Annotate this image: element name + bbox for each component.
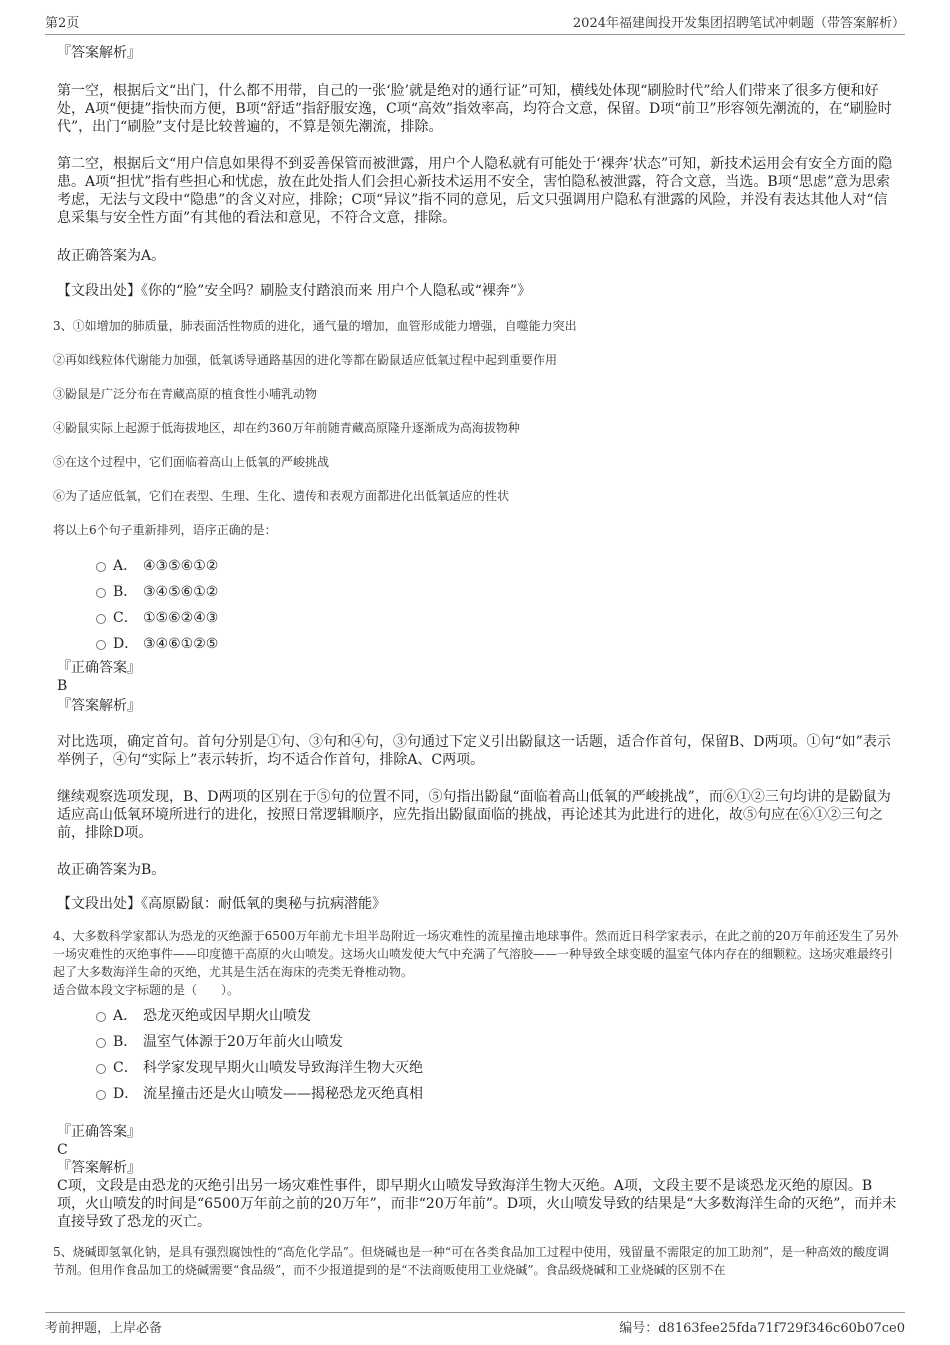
q4-analysis: C项，文段是由恐龙的灭绝引出另一场灾难性事件，即早期火山喷发导致海洋生物大灭绝。A项，文段主要不是谈恐龙灭绝的原因。B项，火山喷发的时间是“6500万年前之前的20万年”，而非“20万年前”。D项，火山喷发导致的结果是“大多数海洋生命的灭绝”，而并未直接导致了恐龙的灭亡。 (57, 1178, 897, 1230)
q3-option-d[interactable]: D． ③④⑥①②⑤ (53, 631, 900, 657)
radio-icon[interactable] (96, 640, 106, 650)
q3-question: 将以上6个句子重新排列，语序正确的是： (53, 523, 277, 537)
q3-analysis-para2: 继续观察选项发现，B、D两项的区别在于⑤句的位置不同，⑤句指出鼢鼠“面临着高山低氧的严峻挑战”，而⑥①②三句均讲的是鼢鼠为适应高山低氧环境所进行的进化，按照日常逻辑顺序，应先指出鼢鼠面临的挑战，再论述其为此进行的进化，故⑤句应在⑥①②三句之前，排除D项。 (57, 789, 891, 841)
radio-icon[interactable] (96, 562, 106, 572)
q4-correct-answer: C (57, 1142, 68, 1158)
q3-sentence-5: ⑤在这个过程中，它们面临着高山上低氧的严峻挑战 (53, 455, 330, 469)
radio-icon[interactable] (96, 1038, 106, 1048)
q4-option-d[interactable]: D． 流星撞击还是火山喷发——揭秘恐龙灭绝真相 (53, 1081, 900, 1107)
document-title: 2024年福建闽投开发集团招聘笔试冲刺题（带答案解析） (572, 16, 905, 31)
page-header (45, 8, 905, 35)
q3-option-c[interactable]: C． ①⑤⑥②④③ (53, 605, 900, 631)
q4-question: 适合做本段文字标题的是（ ）。 (53, 983, 240, 997)
document-body (53, 36, 900, 1279)
q4-stem: 4、大多数科学家都认为恐龙的灭绝源于6500万年前尤卡坦半岛附近一场灾难性的流星撞击地球事件。然而近日科学家表示，在此之前的20万年前还发生了另外一场灾难性的灭绝事件——印度德干高原的火山喷发。这场火山喷发使大气中充满了气溶胶——一种导致全球变暖的温室气体内存在的细颗粒。这场灾难最终引起了大多数海洋生命的灭绝，尤其是生活在海床的壳类无脊椎动物。 (53, 929, 899, 979)
q3-sentence-6: ⑥为了适应低氧，它们在表型、生理、生化、遗传和表观方面都进化出低氧适应的性状 (53, 489, 510, 503)
q3-option-b[interactable]: B． ③④⑤⑥①② (53, 579, 900, 605)
footer-slogan: 考前押题，上岸必备 (45, 1321, 163, 1336)
q4-correct-label: 『正确答案』 (57, 1124, 141, 1140)
q3-options (53, 553, 900, 657)
q3-analysis-label: 『答案解析』 (57, 698, 141, 714)
q3-correct-answer: B (57, 678, 68, 694)
radio-icon[interactable] (96, 614, 106, 624)
q3-analysis-para1: 对比选项，确定首句。首句分别是①句、③句和④句，③句通过下定义引出鼢鼠这一话题，适合作首句，保留B、D两项。①句“如”表示举例子，④句“实际上”表示转折，均不适合作首句，排除A、C两项。 (57, 734, 891, 768)
q4-options (53, 1003, 900, 1107)
page-number: 第2页 (45, 16, 80, 31)
q4-option-a[interactable]: A． 恐龙灭绝或因早期火山喷发 (53, 1003, 900, 1029)
radio-icon[interactable] (96, 1090, 106, 1100)
q3-sentence-3: ③鼢鼠是广泛分布在青藏高原的植食性小哺乳动物 (53, 387, 318, 401)
q2-analysis-para2: 第二空，根据后文“用户信息如果得不到妥善保管而被泄露，用户个人隐私就有可能处于‘裸奔’状态”可知，新技术运用会有安全方面的隐患。A项“担忧”指有些担心和忧虑，放在此处指人们会担心新技术运用不安全，害怕隐私被泄露，符合文意，当选。B项“思虑”意为思索考虑，无法与文段中“隐患”的含义对应，排除；C项“异议”指不同的意见，后文只强调用户隐私有泄露的风险，并没有表达其他人对“信息采集与安全性方面”有其他的看法和意见，不符合文意，排除。 (57, 156, 893, 226)
q3-sentence-2: ②再如线粒体代谢能力加强，低氧诱导通路基因的进化等都在鼢鼠适应低氧过程中起到重要作用 (53, 353, 558, 367)
q4-option-c[interactable]: C． 科学家发现早期火山喷发导致海洋生物大灭绝 (53, 1055, 900, 1081)
q3-correct-label: 『正确答案』 (57, 660, 141, 676)
q3-sentence-4: ④鼢鼠实际上起源于低海拔地区，却在约360万年前随青藏高原隆升逐渐成为高海拔物种 (53, 421, 520, 435)
q2-conclusion: 故正确答案为A。 (57, 248, 166, 264)
q2-analysis-label: 『答案解析』 (57, 45, 141, 61)
document-id: 编号：d8163fee25fda71f729f346c60b07ce0 (619, 1321, 905, 1336)
radio-icon[interactable] (96, 588, 106, 598)
radio-icon[interactable] (96, 1064, 106, 1074)
page-footer (45, 1312, 905, 1339)
radio-icon[interactable] (96, 1012, 106, 1022)
q4-option-b[interactable]: B． 温室气体源于20万年前火山喷发 (53, 1029, 900, 1055)
q3-option-a[interactable]: A． ④③⑤⑥①② (53, 553, 900, 579)
q2-source: 【文段出处】《你的“脸”安全吗？刷脸支付踏浪而来 用户个人隐私或“裸奔”》 (57, 283, 532, 299)
q3-sentence-1: 3、①如增加的肺质量，肺表面活性物质的进化，通气量的增加，血管形成能力增强，自噬能力突出 (53, 319, 577, 333)
q3-conclusion: 故正确答案为B。 (57, 862, 166, 878)
q3-source: 【文段出处】《高原鼢鼠：耐低氧的奥秘与抗病潜能》 (57, 896, 386, 912)
q5-stem: 5、烧碱即氢氧化钠，是具有强烈腐蚀性的“高危化学品”。但烧碱也是一种“可在各类食品加工过程中使用，残留量不需限定的加工助剂”，是一种高效的酸度调节剂。但用作食品加工的烧碱需要“食品级”，而不少报道提到的是“不法商贩使用工业烧碱”。食品级烧碱和工业烧碱的区别不在 (53, 1245, 890, 1277)
q4-analysis-label: 『答案解析』 (57, 1160, 141, 1176)
q2-analysis-para1: 第一空，根据后文“出门，什么都不用带，自己的一张‘脸’就是绝对的通行证”可知，横线处体现“刷脸时代”给人们带来了很多方便和好处，A项“便捷”指快而方便，B项“舒适”指舒服安逸，C项“高效”指效率高，均符合文意，保留。D项“前卫”形容领先潮流的，在“刷脸时代”，出门“刷脸”支付是比较普遍的，不算是领先潮流，排除。 (57, 83, 892, 135)
